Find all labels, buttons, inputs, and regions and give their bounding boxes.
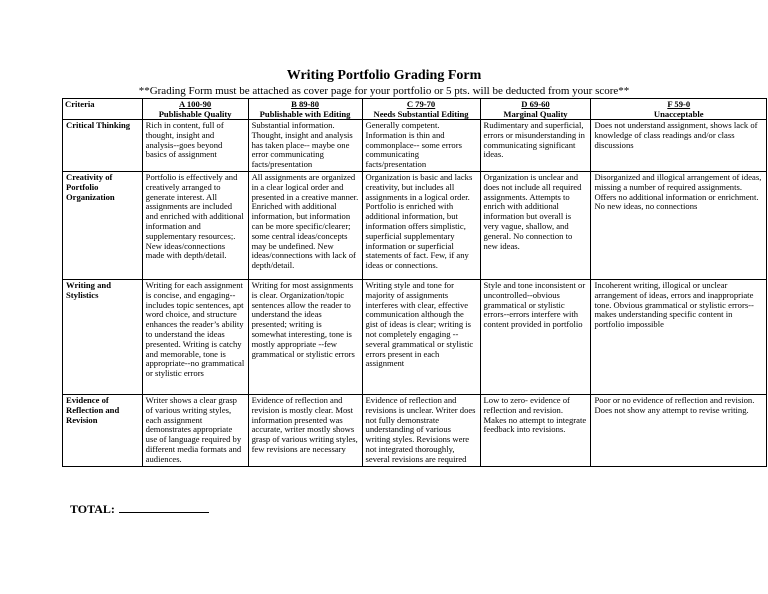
total-score xyxy=(70,502,209,517)
rubric-cell-f: Disorganized and illogical arrangement of ideas, missing a number of required assignments. Offers no additional information or enrichment. No new ideas, no connections xyxy=(591,171,767,279)
rubric-cell-b: Evidence of reflection and revision is mostly clear. Most information presented was accurate, writer mostly shows grasp of various writing styles, few revisions are necessary xyxy=(248,394,362,466)
rubric-row-creativity-organization xyxy=(63,171,767,279)
rubric-cell-f: Poor or no evidence of reflection and revision. Does not show any attempt to revise writing. xyxy=(591,394,767,466)
quality-label-a: Publishable Quality xyxy=(158,109,232,119)
quality-label-b: Publishable with Editing xyxy=(259,109,351,119)
rubric-row-critical-thinking xyxy=(63,120,767,172)
rubric-row-reflection-revision xyxy=(63,394,767,466)
grade-range-a: A 100-90 xyxy=(179,99,212,109)
rubric-cell-d: Low to zero- evidence of reflection and revision. Makes no attempt to integrate feedback into revisions. xyxy=(480,394,591,466)
criterion-label: Creativity of Portfolio Organization xyxy=(63,171,143,279)
rubric-cell-a: Writing for each assignment is concise, and engaging--includes topic sentences, apt word choice, and structure enhances the reader’s ability to understand the ideas presented. Writing is catchy and memorable, tone is appropriate--no grammatical or stylistic errors xyxy=(142,279,248,394)
criteria-header: Criteria xyxy=(63,99,143,120)
grade-header-d xyxy=(480,99,591,120)
grade-range-c: C 79-70 xyxy=(406,99,436,109)
grade-header-b xyxy=(248,99,362,120)
quality-label-d: Marginal Quality xyxy=(503,109,568,119)
total-blank-line xyxy=(119,502,209,513)
rubric-cell-b: Substantial information. Thought, insight and analysis has taken place-- maybe one error communicating facts/presentation xyxy=(248,120,362,172)
criterion-label: Evidence of Reflection and Revision xyxy=(63,394,143,466)
grade-header-c xyxy=(362,99,480,120)
grade-range-b: B 89-80 xyxy=(291,99,320,109)
rubric-cell-d: Organization is unclear and does not include all required assignments. Attempts to enrich with additional information but overall is very vague, shallow, and general. No connection to new ideas. xyxy=(480,171,591,279)
rubric-cell-a: Portfolio is effectively and creatively arranged to generate interest. All assignments are included and enriched with additional information and supplementary resources;. New ideas/connections made with depth/detail. xyxy=(142,171,248,279)
form-title: Writing Portfolio Grading Form xyxy=(286,68,482,83)
criterion-label: Writing and Stylistics xyxy=(63,279,143,394)
rubric-cell-c: Generally competent. Information is thin and commonplace-- some errors communicating facts/presentation xyxy=(362,120,480,172)
quality-label-c: Needs Substantial Editing xyxy=(373,109,469,119)
rubric-row-writing-stylistics xyxy=(63,279,767,394)
cover-page-instruction: **Grading Form must be attached as cover page for your portfolio or 5 pts. will be deducted from your score** xyxy=(138,85,630,97)
grade-header-f xyxy=(591,99,767,120)
grade-range-f: F 59-0 xyxy=(667,99,691,109)
total-label: TOTAL: xyxy=(70,502,115,516)
grading-rubric-table xyxy=(62,98,767,467)
rubric-cell-d: Rudimentary and superficial, errors or misunderstanding in communicating significant ideas. xyxy=(480,120,591,172)
rubric-cell-f: Does not understand assignment, shows lack of knowledge of class readings and/or class discussions xyxy=(591,120,767,172)
quality-label-f: Unacceptable xyxy=(653,109,704,119)
rubric-cell-d: Style and tone inconsistent or uncontrolled--obvious grammatical or stylistic errors--errors interfere with content provided in portfolio xyxy=(480,279,591,394)
rubric-cell-b: Writing for most assignments is clear. Organization/topic sentences allow the reader to understand the ideas presented; writing is somewhat interesting, tone is mostly appropriate --few grammatical or stylistic errors xyxy=(248,279,362,394)
rubric-cell-a: Writer shows a clear grasp of various writing styles, each assignment demonstrates appropriate use of language required by different media formats and audiences. xyxy=(142,394,248,466)
rubric-cell-c: Evidence of reflection and revisions is unclear. Writer does not fully demonstrate understanding of various writing styles. Revisions were not integrated thoroughly, several revisions are required xyxy=(362,394,480,466)
rubric-cell-b: All assignments are organized in a clear logical order and presented in a creative manner. Enriched with additional information, but information can be more specific/clearer; some central ideas/concepts may be undefined. New ideas/connections with lack of depth/detail. xyxy=(248,171,362,279)
grade-range-d: D 69-60 xyxy=(521,99,550,109)
grade-header-a xyxy=(142,99,248,120)
rubric-cell-c: Writing style and tone for majority of assignments interferes with clear, effective communication although the gist of ideas is clear; writing is not completely engaging --several grammatical or stylistic errors present in each assignment xyxy=(362,279,480,394)
criterion-label: Critical Thinking xyxy=(63,120,143,172)
rubric-header-row xyxy=(63,99,767,120)
rubric-cell-c: Organization is basic and lacks creativity, but includes all assignments in a logical order. Portfolio is enriched with additional information, but information offers simplistic, superficial supplementary information or superficial statements of fact. Few, if any ideas or connections. xyxy=(362,171,480,279)
rubric-cell-f: Incoherent writing, illogical or unclear arrangement of ideas, errors and inappropriate tone. Obvious grammatical or stylistic errors--makes understanding specific content in portfolio impossible xyxy=(591,279,767,394)
rubric-cell-a: Rich in content, full of thought, insight and analysis--goes beyond basics of assignment xyxy=(142,120,248,172)
